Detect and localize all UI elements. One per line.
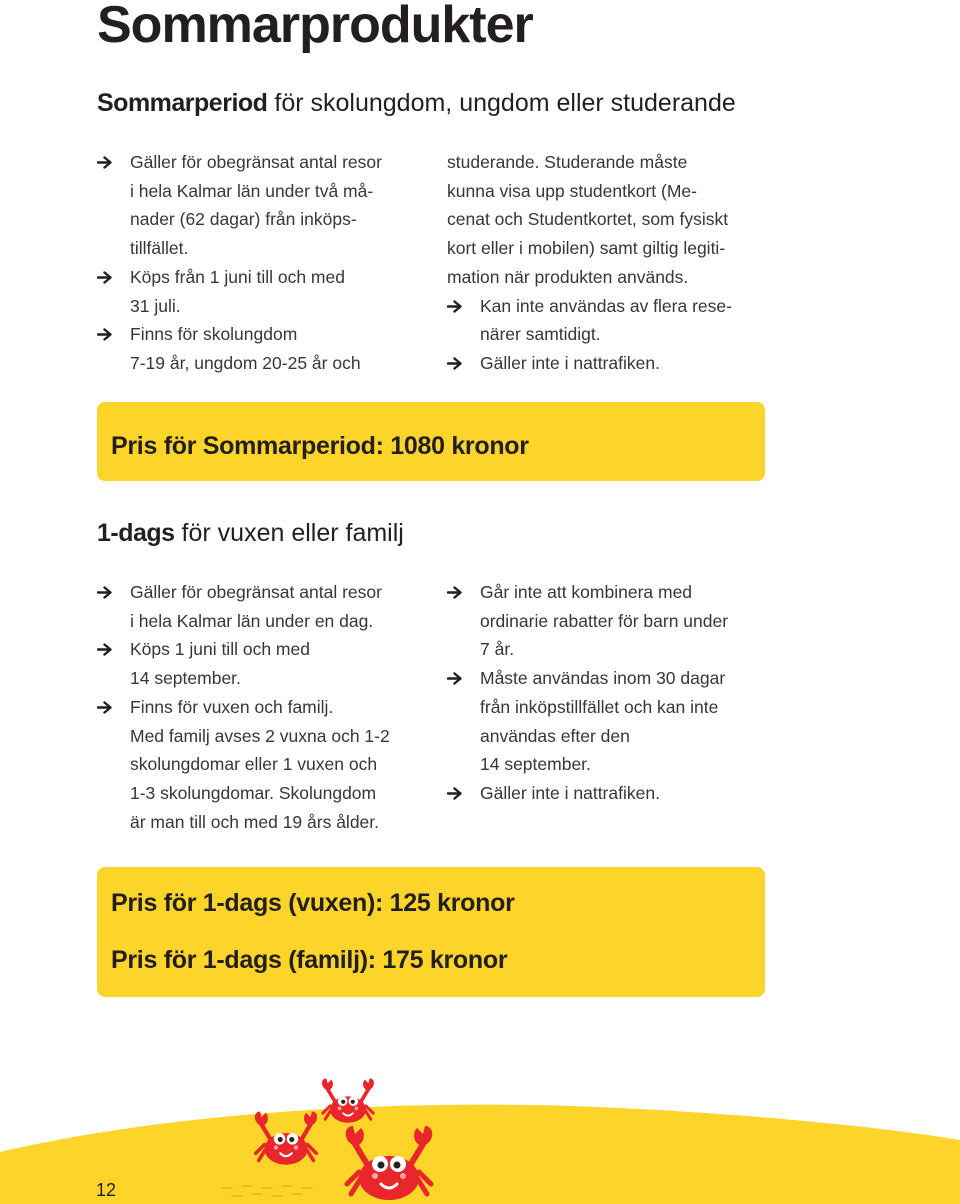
- bullet-item: [447, 578, 777, 664]
- text-line: Köps från 1 juni till och med: [130, 266, 345, 287]
- arrow-right-icon: [447, 300, 463, 313]
- text-line: nader (62 dagar) från inköps-: [130, 209, 357, 230]
- heading-rest: för vuxen eller familj: [174, 519, 404, 547]
- continued-text: [447, 148, 777, 292]
- arrow-right-icon: [97, 701, 113, 714]
- text-line: skolungdomar eller 1 vuxen och: [130, 754, 378, 775]
- text-line: 7-19 år, ungdom 20-25 år och: [130, 352, 361, 373]
- 1-dags-column-right: [447, 578, 777, 808]
- text-line: studerande. Studerande måste: [447, 152, 688, 172]
- text-line: 31 juli.: [130, 295, 181, 316]
- text-line: Kan inte användas av flera rese-: [480, 295, 732, 316]
- arrow-right-icon: [447, 787, 463, 800]
- arrow-right-icon: [97, 156, 113, 169]
- bullet-item: [97, 148, 427, 263]
- text-line: 14 september.: [480, 754, 591, 775]
- 1-dags-column-left: [97, 578, 427, 836]
- text-line: Gäller inte i nattrafiken.: [480, 782, 660, 803]
- sommarperiod-column-left: [97, 148, 427, 378]
- bullet-item: [447, 292, 777, 349]
- price-box-sommarperiod: [97, 402, 765, 481]
- bullet-item: [97, 635, 427, 692]
- text-line: tillfället.: [130, 238, 189, 259]
- text-line: Finns för skolungdom: [130, 324, 298, 345]
- bullet-item: [97, 693, 427, 837]
- bullet-item: [447, 664, 777, 779]
- heading-rest: för skolungdom, ungdom eller studerande: [267, 89, 736, 117]
- arrow-right-icon: [97, 643, 113, 656]
- text-line: närer samtidigt.: [480, 324, 601, 345]
- price-box-1-dags: [97, 867, 765, 997]
- section-heading-1-dags: [97, 518, 404, 548]
- sommarperiod-column-right: [447, 148, 777, 378]
- bullet-item: [447, 779, 777, 808]
- arrow-right-icon: [97, 271, 113, 284]
- price-sommarperiod: Pris för Sommarperiod: 1080 kronor: [111, 432, 529, 460]
- price-1-dags-vuxen: Pris för 1-dags (vuxen): 125 kronor: [111, 889, 515, 917]
- text-line: 1-3 skolungdomar. Skolungdom: [130, 782, 377, 803]
- text-line: från inköpstillfället och kan inte: [480, 696, 719, 717]
- price-1-dags-familj: Pris för 1-dags (familj): 175 kronor: [111, 946, 508, 974]
- text-line: mation när produkten används.: [447, 266, 689, 287]
- text-line: 14 september.: [130, 668, 241, 689]
- page-title: Sommarprodukter: [97, 0, 533, 54]
- text-line: Går inte att kombinera med: [480, 582, 693, 602]
- text-line: ordinarie rabatter för barn under: [480, 610, 729, 631]
- page-number: 12: [96, 1180, 117, 1200]
- arrow-right-icon: [447, 586, 463, 599]
- bullet-item: [97, 263, 427, 320]
- text-line: i hela Kalmar län under två må-: [130, 180, 374, 201]
- text-line: kort eller i mobilen) samt giltig legiti-: [447, 238, 726, 259]
- text-line: Måste användas inom 30 dagar: [480, 668, 726, 689]
- text-line: kunna visa upp studentkort (Me-: [447, 180, 697, 201]
- sand-decoration: [0, 1070, 960, 1204]
- section-heading-sommarperiod: [97, 88, 736, 118]
- text-line: 7 år.: [480, 639, 515, 660]
- bullet-item: [97, 578, 427, 635]
- text-line: Köps 1 juni till och med: [130, 639, 310, 660]
- arrow-right-icon: [97, 586, 113, 599]
- text-line: Finns för vuxen och familj.: [130, 696, 334, 717]
- heading-bold: 1-dags: [97, 519, 175, 547]
- bullet-item: [447, 349, 777, 378]
- text-line: Gäller inte i nattrafiken.: [480, 352, 660, 373]
- arrow-right-icon: [447, 357, 463, 370]
- text-line: cenat och Studentkortet, som fysiskt: [447, 209, 729, 230]
- arrow-right-icon: [97, 328, 113, 341]
- text-line: är man till och med 19 års ålder.: [130, 811, 380, 832]
- text-line: Gäller för obegränsat antal resor: [130, 582, 382, 602]
- sand-dune: [0, 1105, 960, 1204]
- arrow-right-icon: [447, 672, 463, 685]
- text-line: i hela Kalmar län under en dag.: [130, 610, 374, 631]
- text-line: Med familj avses 2 vuxna och 1-2: [130, 725, 390, 746]
- heading-bold: Sommarperiod: [97, 89, 268, 117]
- text-line: användas efter den: [480, 725, 630, 746]
- text-line: Gäller för obegränsat antal resor: [130, 152, 382, 172]
- bullet-item: [97, 320, 427, 377]
